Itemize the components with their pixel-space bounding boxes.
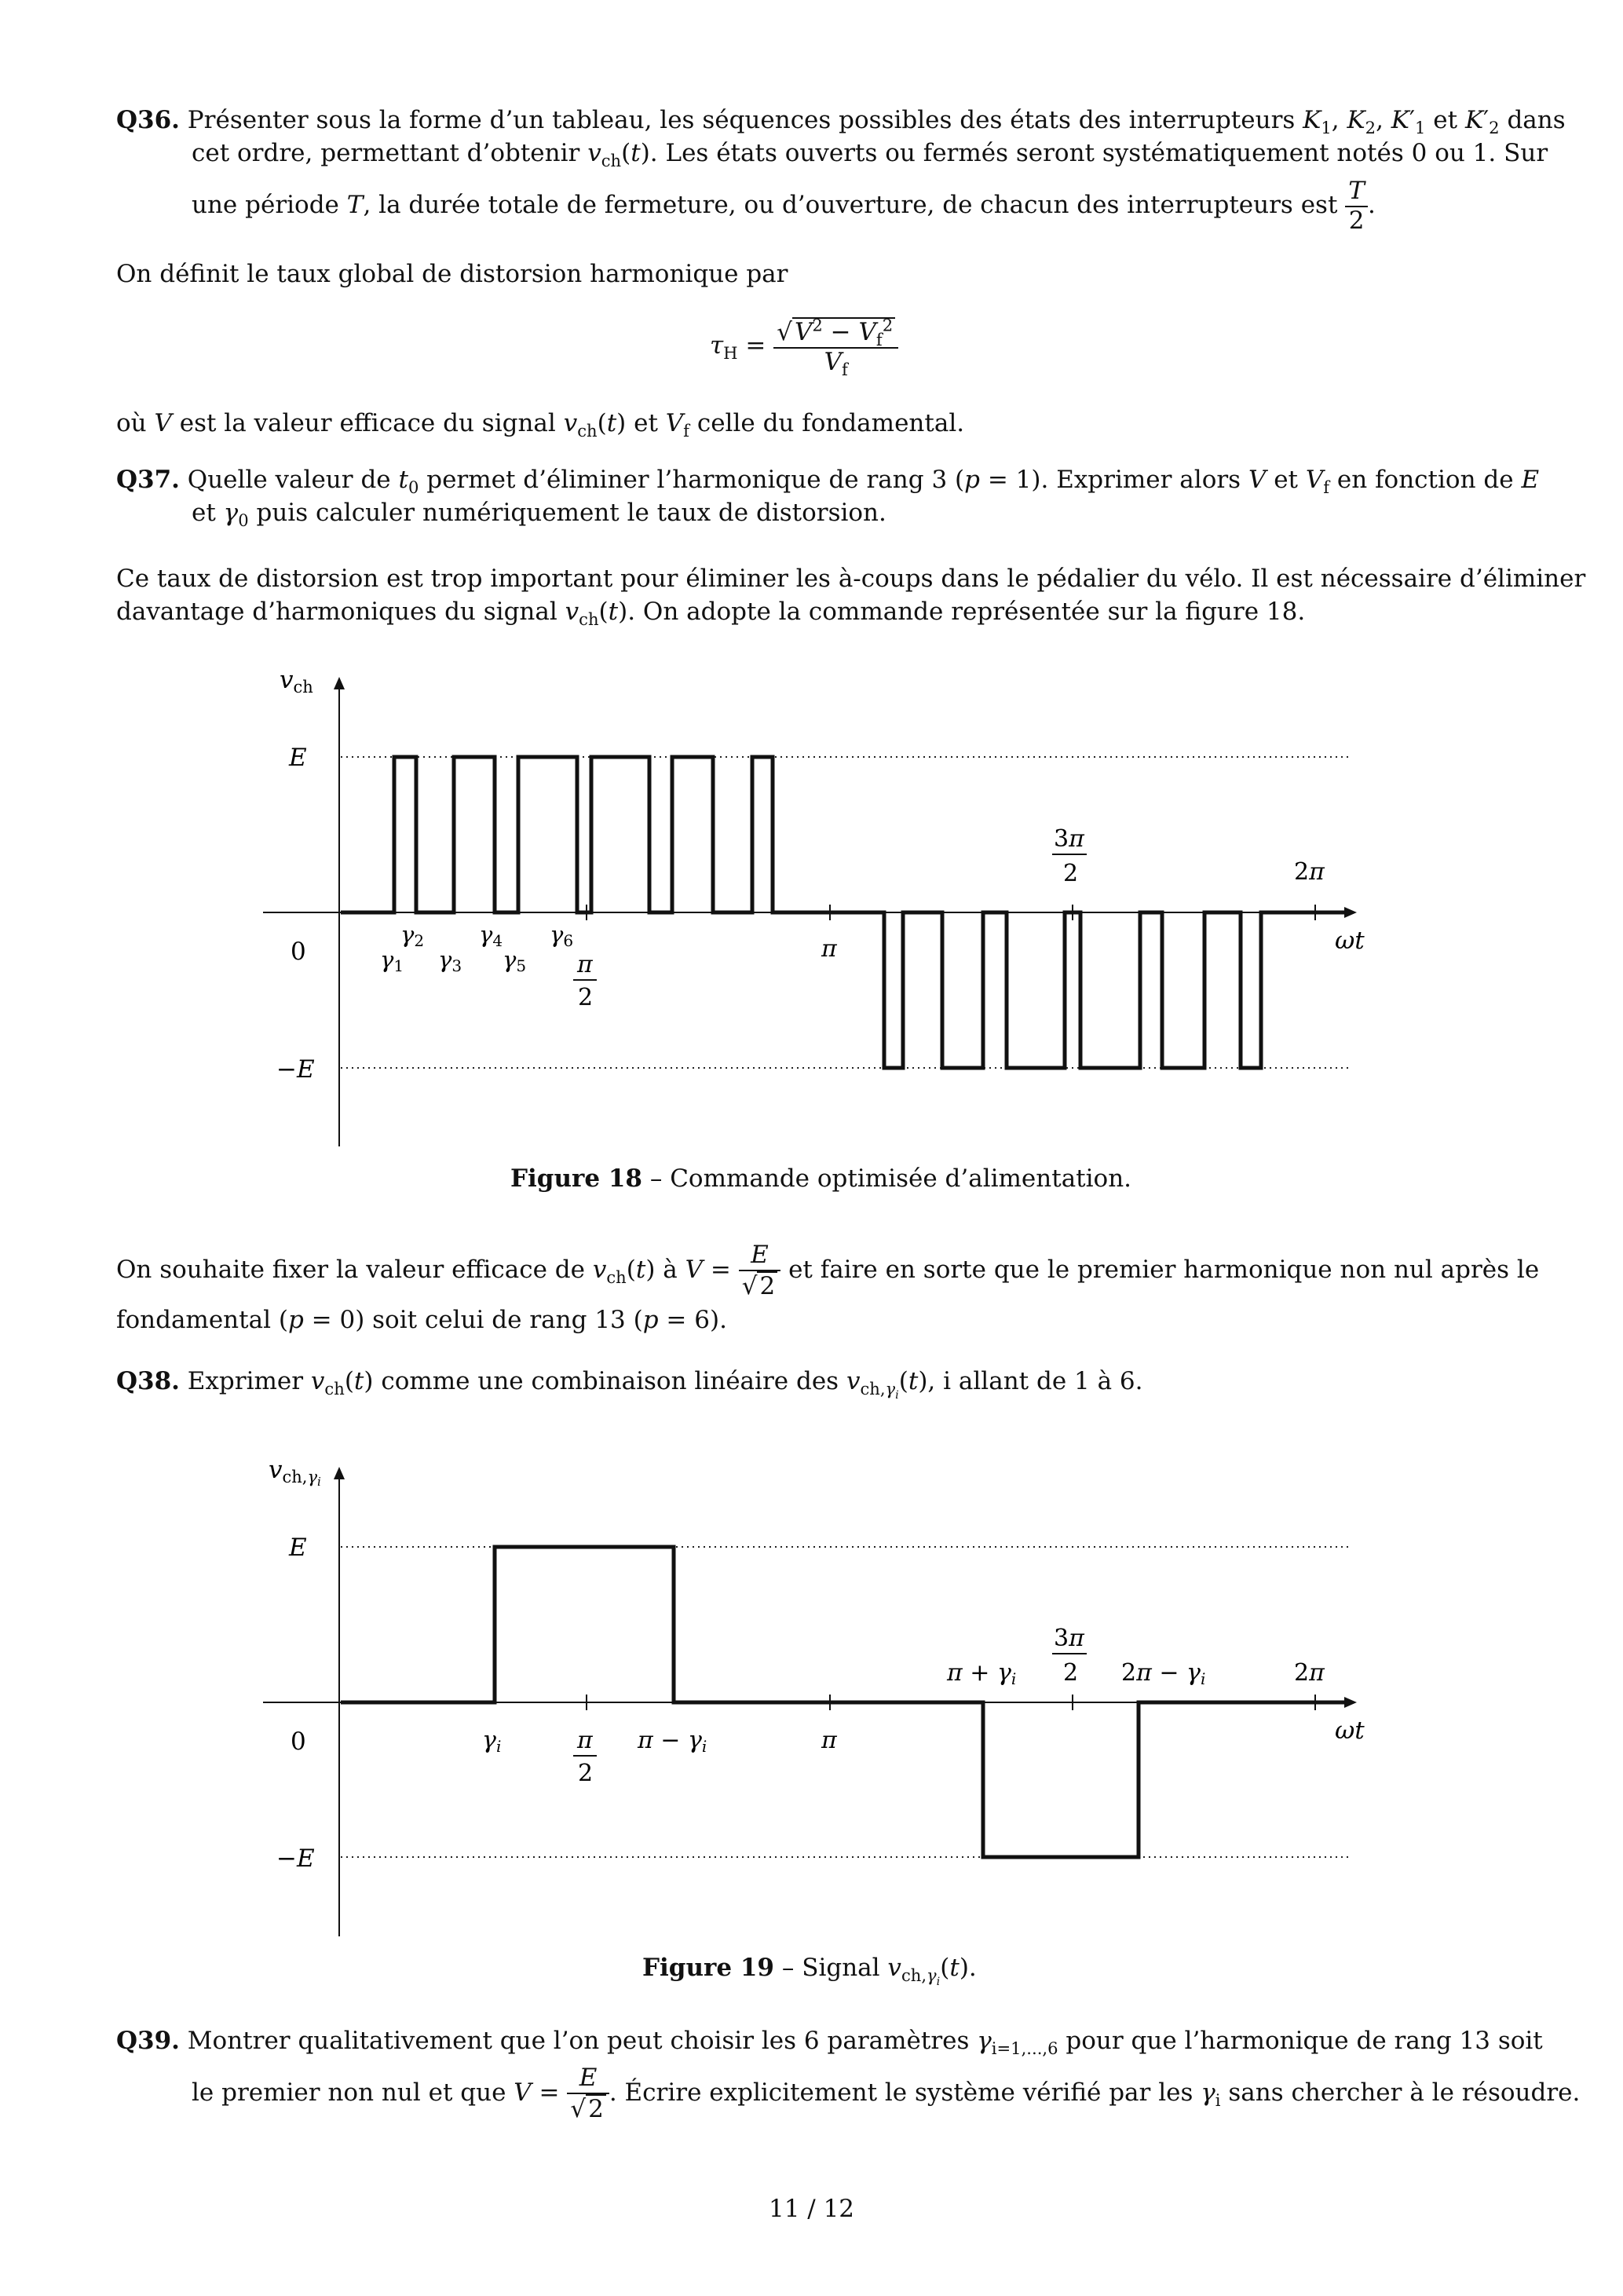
fig18-ytick-0: 0	[291, 938, 306, 966]
fig18-gamma2: γ2	[400, 921, 425, 950]
fig19-xtick-pi2-den: 2	[578, 1760, 594, 1787]
q36-line2: cet ordre, permettant d’obtenir $v_{ch}(t)$. Les états ouverts ou fermés seront systématiquement notés 0 ou 1. Sur	[192, 139, 1548, 171]
intro-distorsion: On définit le taux global de distorsion harmonique par	[116, 260, 788, 288]
fig18-xtick-pi2-den: 2	[578, 984, 594, 1011]
q38-line1: Q38. Exprimer $v_{ch}(t)$ comme une combinaison linéaire des $v_{ch,\gamma_i}(t)$, i allant de 1 à 6.	[116, 1367, 1143, 1402]
fig18-y-label: vch	[280, 666, 313, 696]
fig18-gamma6: γ6	[550, 921, 574, 950]
para-rms-line2: fondamental (p = 0) soit celui de rang 13 (p = 6).	[116, 1306, 727, 1334]
figure18-caption-label: Figure 18	[510, 1164, 642, 1193]
fig19-xtick-2pi: 2π	[1294, 1659, 1325, 1687]
q37-line2: et $\gamma_0$ puis calculer numériquement le taux de distorsion.	[192, 499, 886, 531]
fig18-xtick-pi: π	[821, 935, 837, 963]
q39-line2: le premier non nul et que V = $\frac{E}{√2}$ . Écrire explicitement le système vérifié par les $\gamma_i$ sans chercher à le résoudre.	[192, 2063, 1581, 2123]
fig18-gamma1: γ1	[380, 946, 404, 975]
fig18-x-label: ωt	[1335, 927, 1365, 955]
q38-label: Q38.	[116, 1367, 180, 1395]
fig19-y-label: vch,γi	[269, 1456, 321, 1489]
fig19-waveform	[341, 1547, 1351, 1857]
fig19-xtick-2pi-minus-gamma: 2π − γi	[1121, 1659, 1206, 1688]
fig18-xtick-3pi2-den: 2	[1063, 860, 1079, 887]
fig18-gamma3: γ3	[438, 946, 462, 975]
para-distorsion-line2: davantage d’harmoniques du signal $v_{ch}(t)$. On adopte la commande représentée sur la figure 18.	[116, 598, 1306, 630]
fraction-t-over-2: $\frac{T}{2}$	[1345, 177, 1368, 235]
fig19-xtick-3pi2-num: 3π	[1054, 1625, 1084, 1652]
fig18-xtick-3pi2-num: 3π	[1054, 825, 1084, 853]
para-distorsion-line1: Ce taux de distorsion est trop important pour éliminer les à-coups dans le pédalier du vélo. Il est nécessaire d’éliminer	[116, 565, 1586, 593]
fig18-ytick-e: E	[289, 744, 307, 772]
fig19-xtick-pi: π	[821, 1727, 837, 1754]
fig18-xtick-pi2-num: π	[577, 951, 593, 978]
fig19-xtick-pi-plus-gamma: π + γi	[947, 1659, 1017, 1688]
q37-label: Q37.	[116, 466, 180, 494]
fig18-gamma4: γ4	[479, 921, 503, 950]
fig19-ytick-e: E	[289, 1534, 307, 1562]
q36-line3: une période T, la durée totale de fermeture, ou d’ouverture, de chacun des interrupteurs est $\frac{T}{2}$ .	[192, 176, 1376, 235]
q36-line1: Q36. Présenter sous la forme d’un tableau, les séquences possibles des états des interrupteurs $K_1$, $K_2$, $K'_1$ et $K'_2$ dans	[116, 106, 1566, 138]
q39-label: Q39.	[116, 2027, 180, 2055]
figure19-caption-label: Figure 19	[642, 1954, 774, 1982]
q39-line1: Q39. Montrer qualitativement que l’on peut choisir les 6 paramètres $\gamma_{i=1,...,6}$ pour que l’harmonique de rang 13 soit	[116, 2027, 1543, 2059]
page-number: 11 / 12	[768, 2195, 855, 2223]
formula-tau-h: $\tau_H$ = $\frac{√V^2 - V_f^2}{V_f}$	[710, 306, 898, 385]
fig18-gamma5: γ5	[503, 946, 527, 975]
fig18-xtick-2pi: 2π	[1294, 858, 1325, 886]
fig19-xtick-gamma-i: γi	[482, 1727, 502, 1756]
figure18-caption-text: – Commande optimisée d’alimentation.	[642, 1164, 1132, 1193]
where-text: où V est la valeur efficace du signal $v_{ch}(t)$ et $V_f$ celle du fondamental.	[116, 409, 965, 441]
figure19-caption: Figure 19 – Signal $v_{ch,\gamma_i}(t)$.	[642, 1954, 977, 1989]
q37-line1: Q37. Quelle valeur de $t_0$ permet d’éliminer l’harmonique de rang 3 (p = 1). Exprimer alors V et $V_f$ en fonction de E	[116, 466, 1540, 498]
fig19-x-label: ωt	[1335, 1717, 1365, 1745]
fig19-xtick-3pi2-den: 2	[1063, 1659, 1079, 1687]
q36-label: Q36.	[116, 106, 180, 134]
fig19-xtick-pi-minus-gamma: π − γi	[638, 1727, 707, 1756]
fig19-ytick-minus-e: −E	[276, 1844, 315, 1873]
fig19-xtick-pi2-num: π	[577, 1727, 593, 1754]
fig19-y-arrow-icon	[334, 1467, 345, 1479]
fig19-ytick-0: 0	[291, 1727, 306, 1756]
fig18-ytick-minus-e: −E	[276, 1055, 315, 1084]
para-rms-line1: On souhaite fixer la valeur efficace de $v_{ch}(t)$ à V = $\frac{E}{√2}$ et faire en sorte que le premier harmonique non nul après le	[116, 1240, 1540, 1300]
